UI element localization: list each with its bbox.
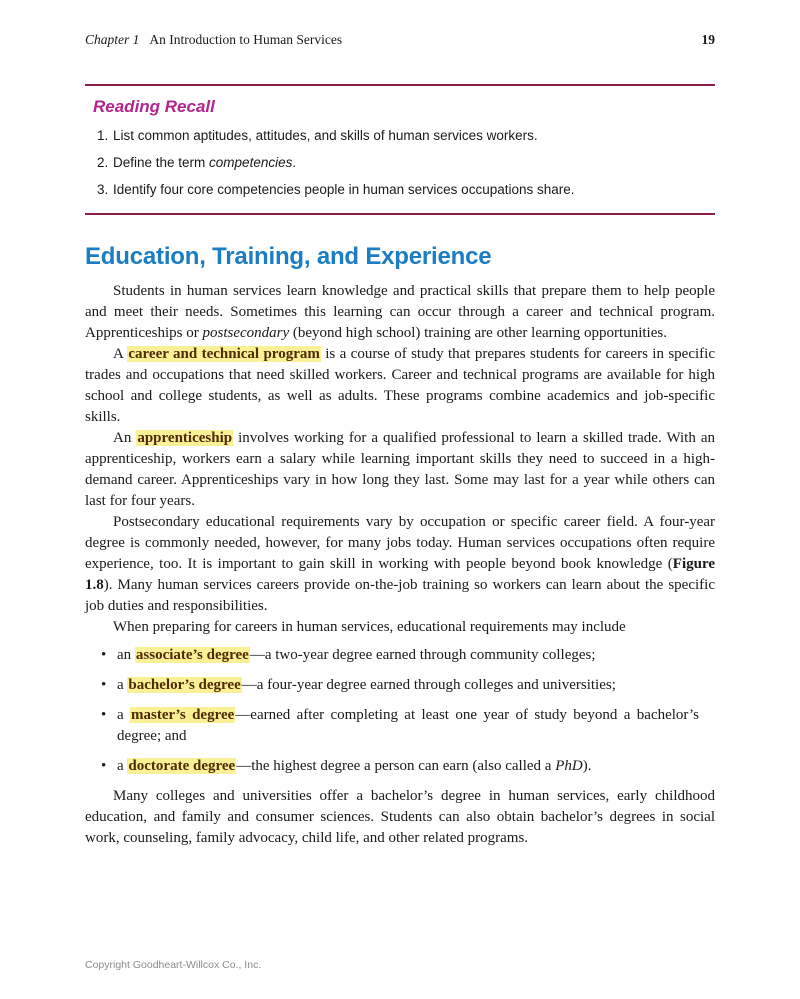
reading-recall-box: [85, 84, 715, 215]
bullet-item-associates: [101, 645, 699, 666]
paragraph-closing: Many colleges and universities offer a bachelor’s degree in human services, early childhood education, and family and consumer sciences. Students can also obtain bachelor’s degrees in social work, counseling, family advocacy, child life, and other related programs.: [85, 787, 715, 846]
bullet-item-doctorate: [101, 756, 699, 777]
recall-item-text: List common aptitudes, attitudes, and skills of human services workers.: [113, 128, 538, 143]
chapter-title: An Introduction to Human Services: [149, 32, 343, 47]
bullet-icon: •: [101, 706, 107, 723]
paragraph-apprenticeship: An apprenticeship involves working for a qualified professional to learn a skilled trade. With an apprenticeship, workers earn a salary while learning important skills they need to succeed in a high-demand career. Apprenticeships vary in how long they last. Some may last for a year while others can last for four years.: [85, 429, 715, 509]
recall-item-text: Identify four core competencies people in human services occupations share.: [113, 182, 575, 198]
paragraph-requirements-lead: When preparing for careers in human services, educational requirements may include: [113, 618, 626, 635]
running-head: [85, 32, 715, 48]
recall-item: [91, 181, 711, 199]
reading-recall-title: Reading Recall: [93, 97, 215, 116]
recall-item-text: Define the term competencies.: [113, 155, 297, 171]
bullet-item-masters: [101, 705, 699, 747]
bullet-text: a doctorate degree—the highest degree a person can earn (also called a PhD).: [117, 757, 592, 774]
bullet-text: an associate’s degree—a two-year degree earned through community colleges;: [117, 646, 596, 663]
paragraph-career-technical: A career and technical program is a course of study that prepares students for careers in specific trades and occupations that need skilled workers. Career and technical programs are available for high school and college students, as well as adults. These programs combine academics and job-specific skills.: [85, 345, 715, 425]
reading-recall-list: [91, 127, 711, 200]
bullet-item-bachelors: [101, 675, 699, 696]
section-heading: Education, Training, and Experience: [85, 242, 492, 270]
bullet-icon: •: [101, 676, 107, 693]
page-number: 19: [701, 32, 715, 47]
bullet-text: a bachelor’s degree—a four-year degree earned through colleges and universities;: [117, 676, 616, 693]
recall-item: [91, 154, 711, 172]
bullet-text: a master’s degree—earned after completing at least one year of study beyond a bachelor’s degree; and: [117, 706, 699, 744]
recall-item-number: 2.: [97, 155, 109, 171]
footer-copyright: Copyright Goodheart-Willcox Co., Inc.: [85, 959, 262, 971]
degree-bullet-list: [85, 645, 699, 777]
footer: [85, 959, 261, 971]
running-head-left: [85, 32, 342, 48]
recall-item-number: 3.: [97, 182, 109, 198]
paragraph-intro: Students in human services learn knowledge and practical skills that prepare them to help people and meet their needs. Sometimes this learning can occur through a career and technical program. Apprenticeships or postsecondary (beyond high school) training are other learning opportunities.: [85, 282, 715, 341]
bullet-icon: •: [101, 646, 107, 663]
bullet-icon: •: [101, 757, 107, 774]
recall-item-number: 1.: [97, 128, 109, 143]
paragraph-postsecondary: Postsecondary educational requirements vary by occupation or specific career field. A four-year degree is commonly needed, however, for many jobs today. Human services occupations often require experience, too. It is important to gain skill in working with people beyond book knowledge (Figure 1.8). Many human services careers provide on-the-job training so workers can learn about the specific job duties and responsibilities.: [85, 513, 715, 614]
recall-item: [91, 127, 711, 145]
chapter-label: Chapter 1: [85, 32, 140, 47]
